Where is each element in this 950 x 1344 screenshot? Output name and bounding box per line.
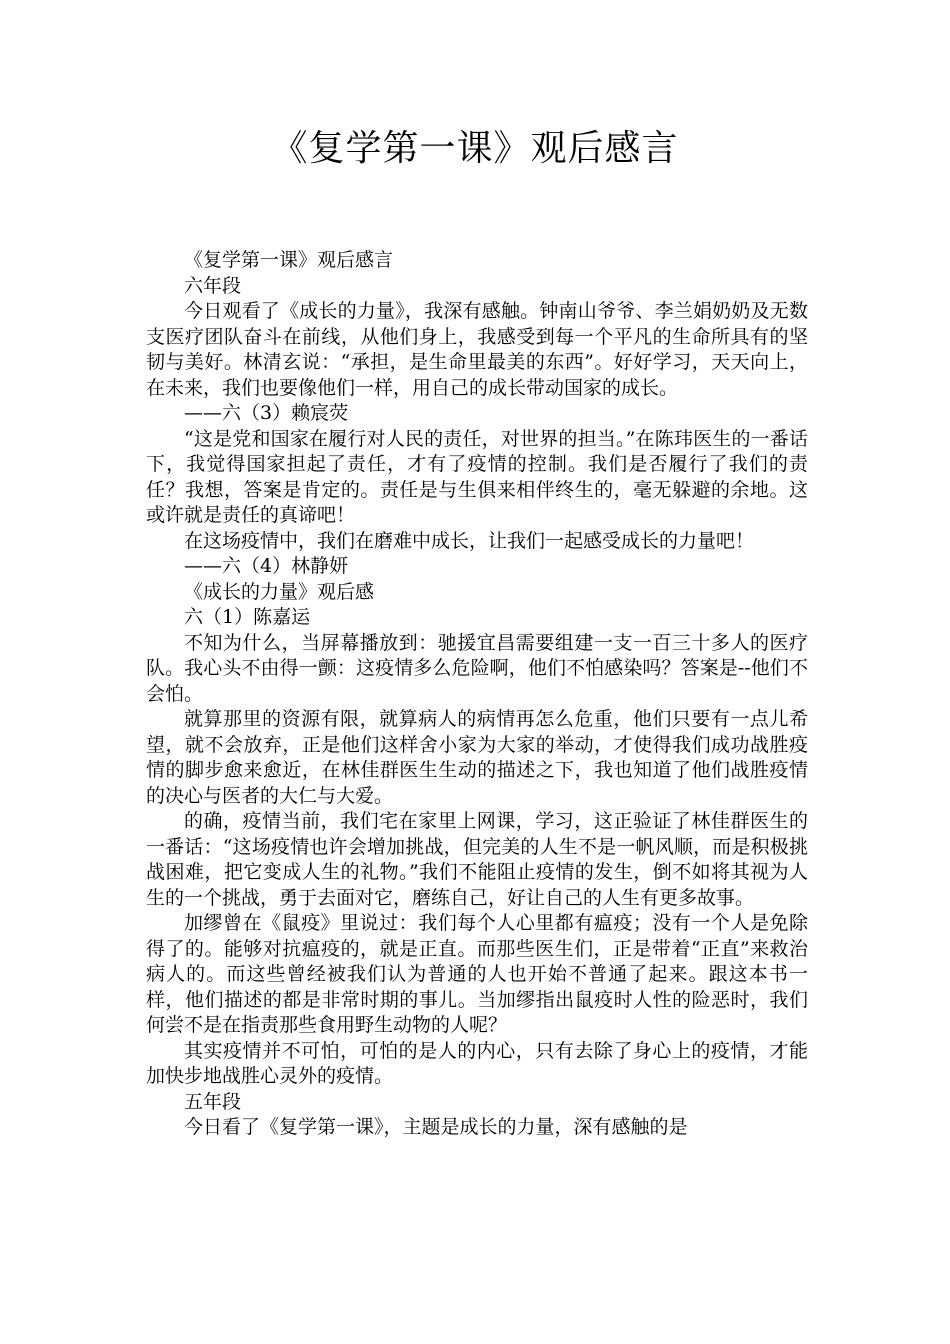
author-signature: ——六（4）林静妍	[184, 555, 349, 577]
body-paragraph: 不知为什么，当屏幕播放到：驰援宜昌需要组建一支一百三十多人的医疗队。我心头不由得一颤：这疫情多么危险啊，他们不怕感染吗？答案是--他们不会怕。	[146, 631, 808, 705]
essay-title: 《成长的力量》观后感	[184, 580, 375, 603]
grade-heading: 五年段	[184, 1090, 242, 1113]
author-signature: ——六（3）赖宸荧	[184, 402, 349, 424]
document-body	[146, 248, 808, 1141]
subtitle-line: 《复学第一课》观后感言	[184, 249, 394, 271]
body-paragraph: 今日观看了《成长的力量》，我深有感触。钟南山爷爷、李兰娟奶奶及无数支医疗团队奋斗在前线，从他们身上，我感受到每一个平凡的生命所具有的坚韧与美好。林清玄说：“承担，是生命里最美的东西”。好好学习，天天向上，在未来，我们也要像他们一样，用自己的成长带动国家的成长。	[146, 300, 808, 399]
body-paragraph: 在这场疫情中，我们在磨难中成长，让我们一起感受成长的力量吧！	[184, 529, 755, 552]
body-paragraph: 的确，疫情当前，我们宅在家里上网课，学习，这正验证了林佳群医生的一番话：“这场疫情也许会增加挑战，但完美的人生不是一帆风顺，而是积极挑战困难，把它变成人生的礼物。”我们不能阻止疫情的发生，倒不如将其视为人生的一个挑战，勇于去面对它，磨练自己，好让自己的人生有更多故事。	[146, 810, 808, 909]
grade-heading: 六年段	[184, 274, 242, 297]
body-paragraph: 今日看了《复学第一课》，主题是成长的力量，深有感触的是	[184, 1116, 688, 1138]
body-paragraph: 加缪曾在《鼠疫》里说过：我们每个人心里都有瘟疫；没有一个人是免除得了的。能够对抗瘟疫的，就是正直。而那些医生们，正是带着“正直”来救治病人的。而这些曾经被我们认为普通的人也开始不普通了起来。跟这本书一样，他们描述的都是非常时期的事儿。当加缪指出鼠疫时人性的险恶时，我们何尝不是在指责那些食用野生动物的人呢？	[146, 912, 808, 1036]
body-paragraph: “这是党和国家在履行对人民的责任，对世界的担当。”在陈玮医生的一番话下，我觉得国家担起了责任，才有了疫情的控制。我们是否履行了我们的责任？我想，答案是肯定的。责任是与生俱来相伴终生的，毫无躲避的余地。这或许就是责任的真谛吧！	[146, 427, 808, 526]
document-title: 《复学第一课》观后感言	[271, 128, 679, 169]
author-signature: 六（1）陈嘉运	[184, 606, 311, 628]
body-paragraph: 就算那里的资源有限，就算病人的病情再怎么危重，他们只要有一点儿希望，就不会放弃，正是他们这样舍小家为大家的举动，才使得我们成功战胜疫情的脚步愈来愈近，在林佳群医生生动的描述之下，我也知道了他们战胜疫情的决心与医者的大仁与大爱。	[146, 708, 808, 807]
body-paragraph: 其实疫情并不可怕，可怕的是人的内心，只有去除了身心上的疫情，才能加快步地战胜心灵外的疫情。	[146, 1039, 808, 1087]
